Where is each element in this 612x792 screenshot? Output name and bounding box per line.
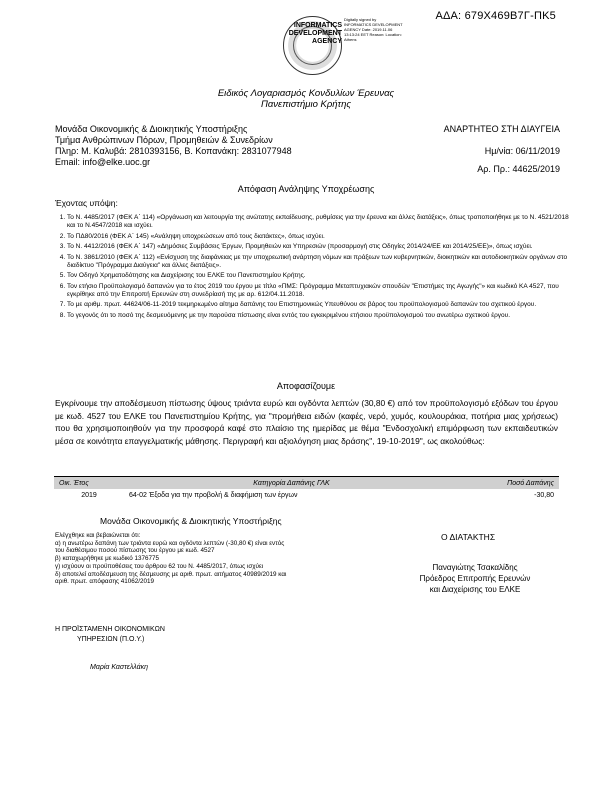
column-header: Οικ. Έτος [54, 477, 124, 490]
diataktis-signature [410, 562, 540, 595]
table-cell: -30,80 [534, 492, 554, 499]
verification-line: α) η ανωτέρω δαπάνη των τριάντα ευρώ και ογδόντα λεπτών (-30,80 €) είναι εντός του διαθέσιμου ποσού πίστωσης του έργου με κωδ. 4527 [55, 539, 285, 555]
header-contact: Πληρ: Μ. Καλυβά: 2810393156, Β. Κοπανάκη: 2831077948 [55, 146, 292, 156]
table-cell: 64-02 Έξοδα για την προβολή & διαφήμιση των έργων [129, 492, 298, 499]
digital-signature-details: Digitally signed by INFORMATICS DEVELOPMENT AGENCY Date: 2019.11.06 13:13:24 EET Reason: Location: Athens [344, 17, 403, 42]
header-dept: Τμήμα Ανθρώπινων Πόρων, Προμηθειών & Συνεδρίων [55, 135, 273, 145]
unit-title [0, 88, 612, 110]
unit-title-line2: Πανεπιστήμιο Κρήτης [261, 99, 351, 110]
unit-title-line1: Ειδικός Λογαριασμός Κονδυλίων Έρευνας [217, 88, 395, 99]
decision-heading: Αποφασίζουμε [276, 381, 336, 391]
date-label: Ημ/νία: 06/11/2019 [484, 146, 560, 156]
verification-block [55, 532, 295, 586]
verification-line: γ) ισχύουν οι προϋποθέσεις του άρθρου 62 του Ν. 4485/2017, όπως ισχύει [55, 562, 264, 570]
verification-line: Ελέγχθηκε και βεβαιώνεται ότι: [55, 532, 141, 539]
diataktis-role: Πρόεδρος Επιτροπής Ερευνών [419, 574, 531, 583]
list-item: 3. Το Ν. 4412/2016 (ΦΕΚ Α΄ 147) «Δημόσιες Συμβάσεις Έργων, Προμηθειών και Υπηρεσιών (προσαρμογή στις Οδηγίες 2014/24/ΕΕ και 2014/25/ΕΕ)», όπως ισχύει. [67, 243, 569, 251]
list-item: 8. Το γεγονός ότι το ποσό της δεσμευόμενης με την παρούσα πίστωσης είναι εντός του εγκεκριμένου ετήσιου προϋπολογισμού του ανωτέρω σχετικού έργου. [67, 312, 569, 320]
ada-code: ΑΔΑ: 679Χ469Β7Γ-ΠΚ5 [435, 10, 556, 22]
proistamenos-name: Μαρία Καστελλάκη [90, 664, 148, 671]
table-cell: 2019 [81, 492, 97, 499]
intro-text: Έχοντας υπόψη: [55, 198, 118, 208]
proistamenos-title: ΥΠΗΡΕΣΙΩΝ (Π.Ο.Υ.) [77, 636, 145, 643]
signature-unit: Μονάδα Οικονομικής & Διοικητικής Υποστήριξης [100, 516, 282, 526]
table-row [54, 489, 559, 502]
verification-line: δ) αποτελεί αποδέσμευση της δέσμευσης με αριθ. πρωτ. αιτήματος 40989/2019 και αριθ. πρωτ. απόφασης 41062/2019 [55, 570, 287, 586]
expense-table [54, 476, 559, 502]
header-org: Μονάδα Οικονομικής & Διοικητικής Υποστήριξης [55, 124, 248, 134]
header-email[interactable]: Email: info@elke.uoc.gr [55, 157, 151, 167]
considerations-list [55, 214, 569, 322]
verification-line: β) καταχωρήθηκε με κωδικό 1376775 [55, 555, 159, 563]
document-title: Απόφαση Ανάληψης Υποχρέωσης [237, 184, 375, 194]
table-header-row [54, 477, 559, 490]
list-item: 4. Το Ν. 3861/2010 (ΦΕΚ Α΄ 112) «Ενίσχυση της διαφάνειας με την υποχρεωτική ανάρτηση νόμων και πράξεων των κυβερνητικών, διοικητικών και αυτοδιοικητικών οργάνων στο διαδίκτυο "Πρόγραμμα Διαύγεια" και άλλες διατάξεις». [67, 254, 569, 270]
diataktis-name: Παναγιώτης Τσακαλίδης [432, 563, 518, 572]
signature-stamp-text: INFORMATICS DEVELOPMENT AGENCY [288, 22, 342, 45]
column-header: Ποσό Δαπάνης [459, 477, 559, 490]
posted-label: ΑΝΑΡΤΗΤΕΟ ΣΤΗ ΔΙΑΥΓΕΙΑ [443, 124, 560, 134]
proistamenos-block [55, 625, 165, 645]
list-item: 6. Τον ετήσιο Προϋπολογισμό δαπανών για το έτος 2019 του έργου με τίτλο «ΠΜΣ: Πρόγραμμα Μεταπτυχιακών σπουδών "Επιστήμες της Αγωγής"» και κωδικό ΚΑ 4527, που εγκρίθηκε από την Επιτροπή Ερευνών στη συνεδρίασή της με αρ. 612/04.11.2018. [67, 283, 569, 299]
list-item: 1. Το Ν. 4485/2017 (ΦΕΚ Α΄ 114) «Οργάνωση και λειτουργία της ανώτατης εκπαίδευσης, ρυθμίσεις για την έρευνα και άλλες διατάξεις», όπως τροποποιήθηκε με το Ν. 4521/2018 και το Ν.4547/2018 και ισχύει. [67, 214, 569, 230]
list-item: 5. Τον Οδηγό Χρηματοδότησης και Διαχείρισης του ΕΛΚΕ του Πανεπιστημίου Κρήτης. [67, 272, 569, 280]
decision-paragraph: Εγκρίνουμε την αποδέσμευση πίστωσης ύψους τριάντα ευρώ και ογδόντα λεπτών (30,80 €) από τον προϋπολογισμό εξόδων του έργου με κωδ. 4527 του ΕΛΚΕ του Πανεπιστημίου Κρήτης, για "προμήθεια ειδών (καφές, νερό, χυμός, κουλουράκια, ποτήρια μιας χρήσεως) που θα χρησιμοποιηθούν για την προσφορά καφέ στο πλαίσιο της ημερίδας με θέμα "Ενδοσχολική επιμόρφωση των εκπαιδευτικών μέσα σε κοινότητα επαγγελματικής μάθησης. Περιγραφή και αξιολόγηση μιας δράσης", 19-10-2019", ως ακολούθως: [55, 398, 558, 446]
diataktis-title: Ο ΔΙΑΤΑΚΤΗΣ [441, 532, 496, 542]
list-item: 7. Το με αριθμ. πρωτ. 44624/06-11-2019 τεκμηριωμένο αίτημα δαπάνης του Επιστημονικώς Υπευθύνου σε βάρος του προϋπολογισμού δαπανών του σχετικού έργου. [67, 301, 569, 309]
diataktis-role: και Διαχείρισης του ΕΛΚΕ [429, 585, 521, 594]
proistamenos-title: Η ΠΡΟΪΣΤΑΜΕΝΗ ΟΙΚΟΝΟΜΙΚΩΝ [55, 626, 165, 633]
protocol-label: Αρ. Πρ.: 44625/2019 [477, 164, 560, 174]
column-header: Κατηγορία Δαπάνης ΓΛΚ [124, 477, 459, 490]
list-item: 2. Το ΠΔ80/2016 (ΦΕΚ Α΄ 145) «Ανάληψη υποχρεώσεων από τους διατάκτες», όπως ισχύει. [67, 233, 569, 241]
